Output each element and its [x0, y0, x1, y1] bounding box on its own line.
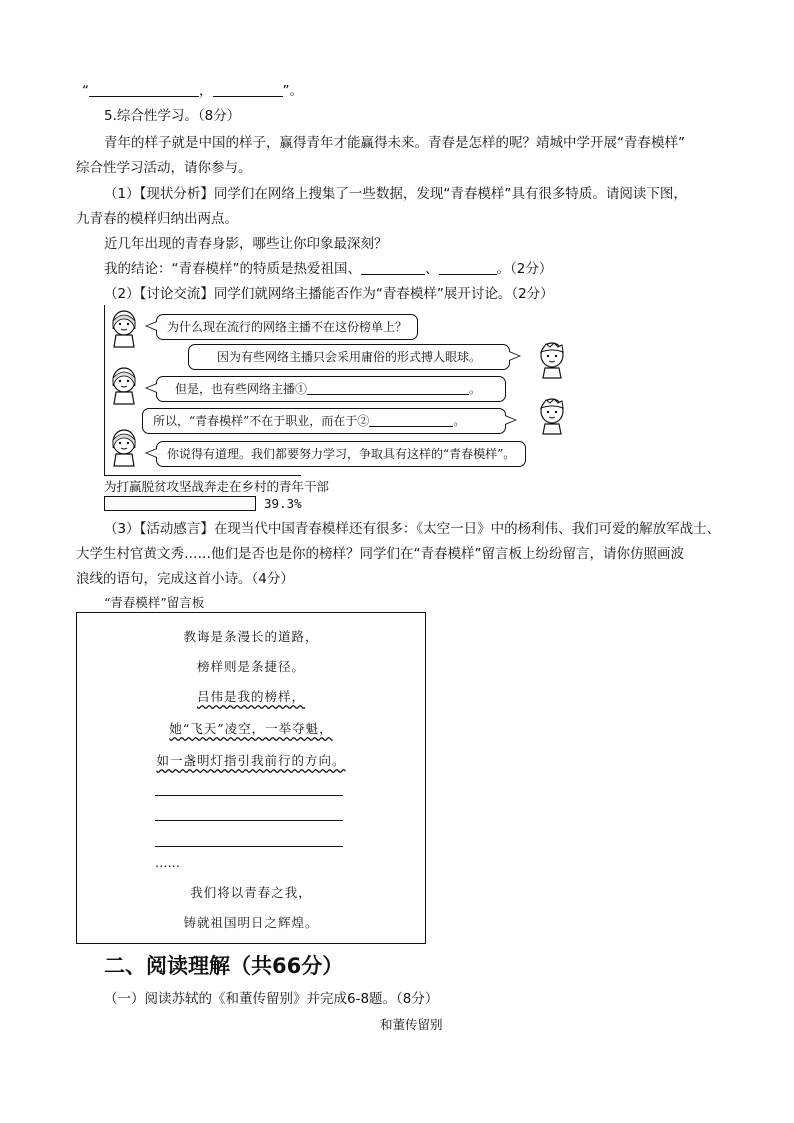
poem-line-wavy: 她“飞天”凌空，一举夺魁，: [169, 721, 333, 736]
poem-line: 我们将以青春之我，: [190, 885, 312, 900]
board-title: “青春模样”留言板: [104, 595, 205, 610]
poem-line: 榜样则是条捷径。: [196, 659, 305, 674]
girl-avatar-icon: [110, 309, 138, 349]
answer-blank[interactable]: [307, 382, 469, 395]
boy-avatar-icon: [538, 396, 566, 436]
q5-part1-conclusion: 我的结论：“青春模样”的特质是热爱祖国、 、 。（2分）: [104, 261, 553, 277]
q5-part1: 九青春的模样归纳出两点。: [76, 211, 238, 227]
speech-bubble: 但是，也有些网络主播① 。: [156, 376, 506, 402]
answer-line[interactable]: [155, 820, 343, 821]
boy-avatar-icon: [538, 340, 566, 380]
answer-blank[interactable]: [369, 414, 453, 427]
poem-ellipsis: ……: [155, 855, 180, 870]
answer-blank[interactable]: [361, 260, 425, 275]
answer-blank[interactable]: [89, 82, 199, 97]
poem-line: 教诲是条漫长的道路，: [183, 629, 319, 644]
bar-value: 39.3%: [264, 496, 302, 511]
q5-intro: 综合性学习活动，请你参与。: [76, 160, 252, 176]
poem-line-wavy: 如一盏明灯指引我前行的方向。: [156, 753, 346, 768]
q5-part2: （2）【讨论交流】同学们就网络主播能否作为“青春模样”展开讨论。（2分）: [104, 286, 554, 302]
bar-track: [104, 496, 256, 511]
bar-label: 为打赢脱贫攻坚战奔走在乡村的青年干部: [104, 479, 330, 494]
section-subheading: （一）阅读苏轼的《和董传留别》并完成6-8题。（8分）: [104, 991, 439, 1007]
q5-title: 5.综合性学习。（8分）: [104, 108, 241, 124]
poem-line: 铸就祖国明日之辉煌。: [183, 915, 319, 930]
speech-bubble: 所以，“青春模样”不在于职业，而在于② 。: [142, 408, 506, 434]
answer-blank-line: “ ， ”。: [82, 83, 303, 99]
poem-title: 和董传留别: [380, 1017, 443, 1032]
q5-part1-question: 近几年出现的青春身影，哪些让你印象最深刻？: [104, 236, 388, 252]
speech-bubble: 因为有些网络主播只会采用庸俗的形式搏人眼球。: [188, 344, 510, 370]
q5-part3: 大学生村官黄文秀……他们是否也是你的榜样？同学们在“青春模样”留言板上纷纷留言，请你仿照画波: [76, 546, 684, 562]
q5-intro: 青年的样子就是中国的样子，赢得青年才能赢得未来。青春是怎样的呢？靖城中学开展“青春模样”: [104, 135, 685, 151]
q5-part1: （1）【现状分析】同学们在网络上搜集了一些数据，发现“青春模样”具有很多特质。请阅读下图，: [104, 186, 687, 202]
answer-line[interactable]: [155, 795, 343, 796]
speech-bubble: 你说得有道理。我们都要努力学习，争取具有这样的“青春模样”。: [156, 441, 526, 467]
q5-part3: （3）【活动感言】在现当代中国青春模样还有很多：《太空一日》中的杨利伟、我们可爱的解放军战士、: [104, 521, 721, 537]
answer-line[interactable]: [155, 846, 343, 847]
answer-blank[interactable]: [213, 82, 283, 97]
speech-bubble: 为什么现在流行的网络主播不在这份榜单上？: [156, 314, 418, 340]
message-board: [76, 612, 426, 944]
girl-avatar-icon: [110, 428, 138, 468]
section-heading: 二、阅读理解（共66分）: [104, 954, 344, 978]
poem-line-wavy: 吕伟是我的榜样，: [196, 689, 305, 704]
girl-avatar-icon: [110, 366, 138, 406]
answer-blank[interactable]: [439, 260, 497, 275]
q5-part3: 浪线的语句，完成这首小诗。（4分）: [76, 571, 294, 587]
